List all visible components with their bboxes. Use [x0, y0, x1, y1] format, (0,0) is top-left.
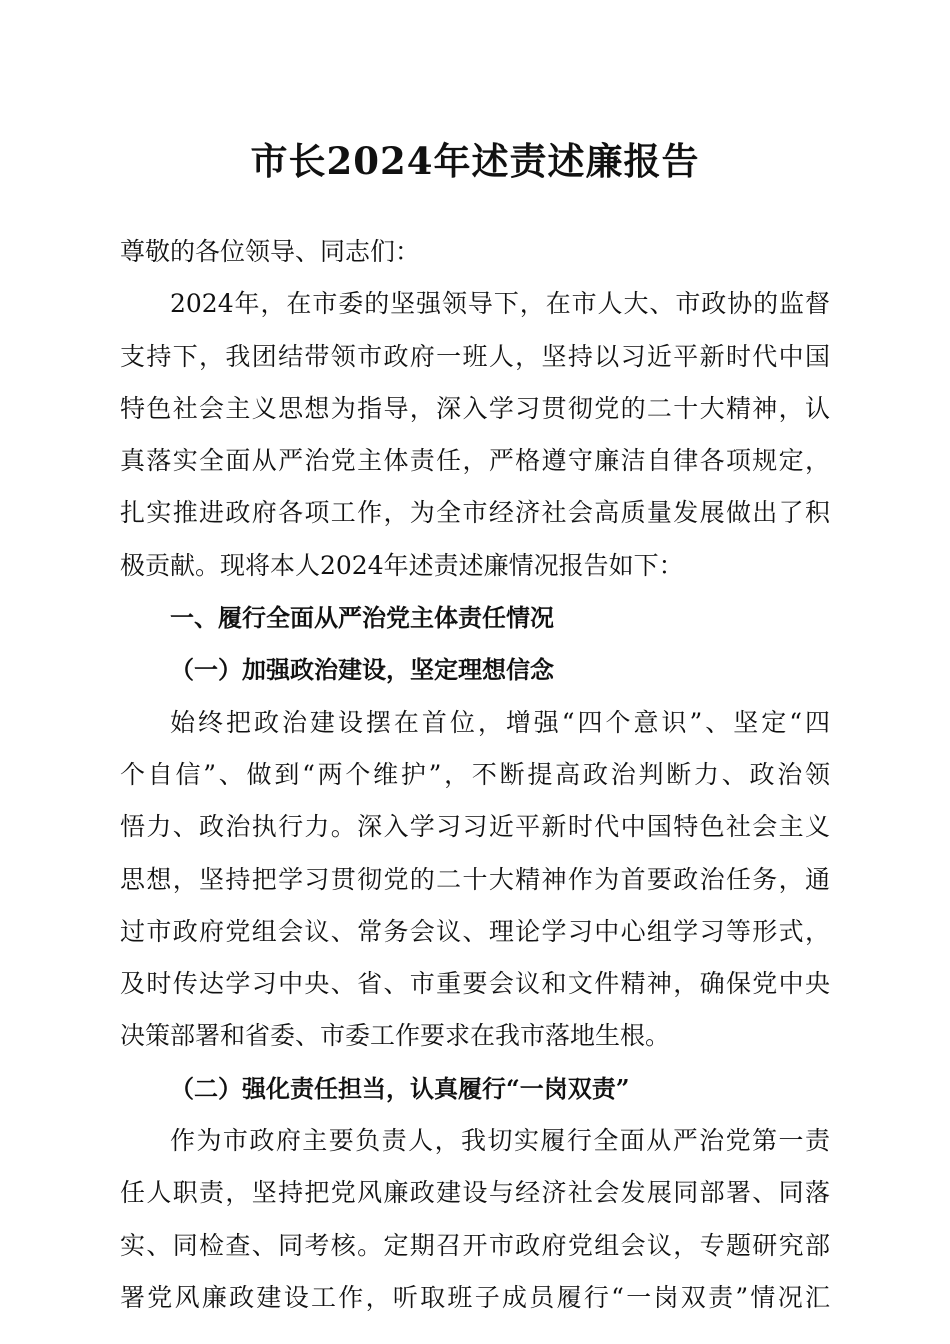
- intro-line: 2024年，在市委的坚强领导下，在市人大、市政协的监督: [170, 289, 830, 319]
- paragraph-line: 实、同检查、同考核。定期召开市政府党组会议，专题研究部: [120, 1230, 830, 1260]
- paragraph-line: 作为市政府主要负责人，我切实履行全面从严治党第一责: [170, 1126, 830, 1156]
- paragraph-line: 过市政府党组会议、常务会议、理论学习中心组学习等形式，: [120, 916, 830, 946]
- intro-line: 极贡献。现将本人2024年述责述廉情况报告如下：: [120, 550, 684, 580]
- paragraph-line: 决策部署和省委、市委工作要求在我市落地生根。: [120, 1021, 671, 1051]
- paragraph-line: 及时传达学习中央、省、市重要会议和文件精神，确保党中央: [120, 969, 830, 999]
- intro-line: 真落实全面从严治党主体责任，严格遵守廉洁自律各项规定，: [120, 446, 830, 476]
- paragraph-line: 始终把政治建设摆在首位，增强“四个意识”、坚定“四: [170, 707, 830, 737]
- paragraph-line: 署党风廉政建设工作，听取班子成员履行“一岗双责”情况汇: [120, 1282, 830, 1312]
- paragraph-line: 任人职责，坚持把党风廉政建设与经济社会发展同部署、同落: [120, 1178, 830, 1208]
- paragraph-line: 悟力、政治执行力。深入学习习近平新时代中国特色社会主义: [120, 812, 830, 842]
- paragraph-line: 个自信”、做到“两个维护”，不断提高政治判断力、政治领: [120, 759, 830, 789]
- subsection-heading: （一）加强政治建设，坚定理想信念: [170, 655, 554, 685]
- document-body: [120, 226, 830, 1324]
- section-heading: 一、履行全面从严治党主体责任情况: [170, 604, 554, 633]
- intro-line: 特色社会主义思想为指导，深入学习贯彻党的二十大精神，认: [120, 393, 830, 423]
- page-title: 市长2024年述责述廉报告: [250, 139, 700, 183]
- salutation: 尊敬的各位领导、同志们：: [120, 237, 421, 266]
- paragraph-line: 思想，坚持把学习贯彻党的二十大精神作为首要政治任务，通: [120, 864, 830, 894]
- subsection-heading: （二）强化责任担当，认真履行“一岗双责”: [170, 1073, 630, 1103]
- intro-line: 支持下，我团结带领市政府一班人，坚持以习近平新时代中国: [120, 341, 830, 371]
- intro-line: 扎实推进政府各项工作，为全市经济社会高质量发展做出了积: [120, 498, 830, 528]
